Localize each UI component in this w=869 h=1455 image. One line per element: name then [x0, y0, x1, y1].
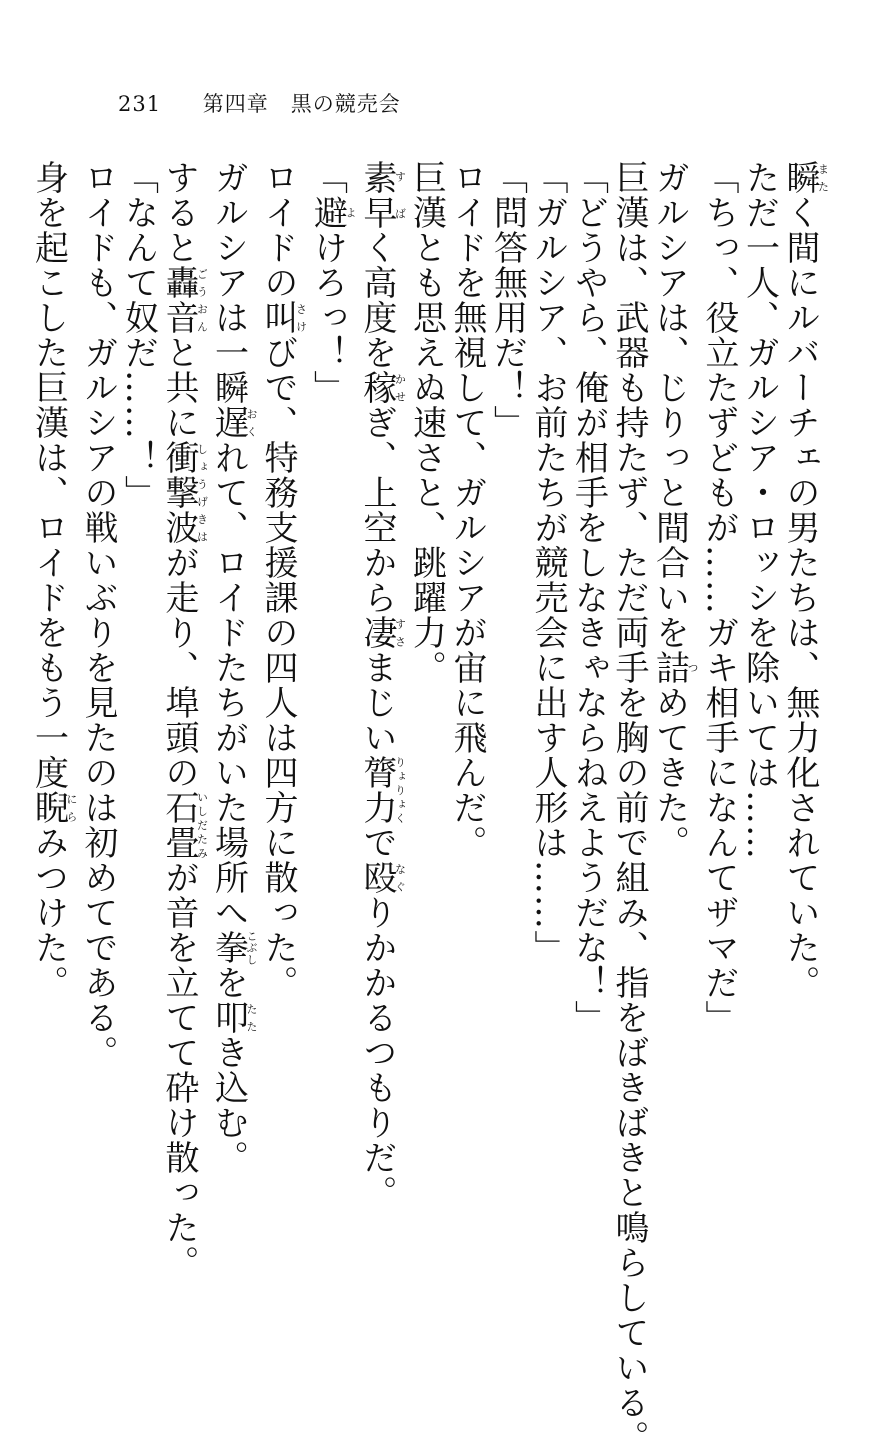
page-number: 231 — [118, 92, 162, 116]
text-line: 「問答無用だ！」 — [487, 160, 528, 440]
text-line: すると轟音ごうおんと共に衝撃波しょうげきはが走り、埠頭の石畳いしだたみが音を立てて砕け散った。 — [159, 160, 209, 1280]
text-line: 「どうやら、俺が相手をしなきゃならねえようだな！」 — [568, 160, 609, 1035]
ruby-annotation: 避よ — [307, 195, 357, 230]
text-line: 素早すばく高度を稼かせぎ、上空から凄すさまじい膂力りょりょくで殴なぐりかかるつもりだ。 — [357, 160, 407, 1210]
ruby-annotation: 瞬また — [780, 160, 830, 195]
ruby-annotation: 轟音ごうおん — [159, 265, 209, 335]
ruby-annotation: 睨にら — [28, 790, 78, 825]
text-line: 巨漢は、武器も持たず、ただ両手を胸の前で組み、指をばきばきと鳴らしている。 — [609, 160, 649, 1455]
ruby-annotation: 稼かせ — [357, 370, 407, 405]
text-line: ロイドを無視して、ガルシアが宙に飛んだ。 — [447, 160, 487, 860]
text-line: ガルシアは、じりっと間合いを詰つめてきた。 — [649, 160, 699, 860]
text-line: 瞬またく間にルバーチェの男たちは、無力化されていた。 — [780, 160, 830, 1000]
page-header — [118, 88, 401, 118]
ruby-annotation: 膂力りょりょく — [357, 755, 407, 825]
ruby-annotation: 素早すば — [357, 160, 407, 230]
ruby-annotation: 叫さけ — [258, 300, 308, 335]
text-line: ただ一人、ガルシア・ロッシを除いては…… — [739, 160, 780, 860]
body-text — [28, 160, 830, 1455]
text-line: ロイドの叫さけびで、特務支援課の四人は四方に散った。 — [258, 160, 308, 1000]
text-line: 「ガルシア、お前たちが競売会に出す人形は……」 — [528, 160, 568, 965]
text-line: 「なんて奴だ……！」 — [118, 160, 159, 510]
ruby-annotation: 叩たた — [208, 1000, 258, 1035]
text-line: 「避よけろっ！」 — [307, 160, 357, 405]
chapter-title: 第四章 黒の競売会 — [202, 92, 401, 116]
text-line: ロイドも、ガルシアの戦いぶりを見たのは初めてである。 — [78, 160, 118, 1070]
ruby-annotation: 詰つ — [649, 650, 699, 685]
ruby-annotation: 凄すさ — [357, 615, 407, 650]
ruby-annotation: 殴なぐ — [357, 860, 407, 895]
ruby-annotation: 衝撃波しょうげきは — [159, 440, 209, 545]
text-line: 「ちっ、役立たずどもが……ガキ相手になんてザマだ」 — [699, 160, 739, 1035]
text-line: 巨漢とも思えぬ速さと、跳躍力。 — [406, 160, 447, 685]
ruby-annotation: 遅おく — [208, 405, 258, 440]
text-line: 身を起こした巨漢は、ロイドをもう一度睨にらみつけた。 — [28, 160, 78, 1000]
ruby-annotation: 石畳いしだたみ — [159, 790, 209, 860]
ruby-annotation: 拳こぶし — [208, 930, 258, 965]
text-line: ガルシアは一瞬遅おくれて、ロイドたちがいた場所へ拳こぶしを叩たたき込む。 — [208, 160, 258, 1175]
